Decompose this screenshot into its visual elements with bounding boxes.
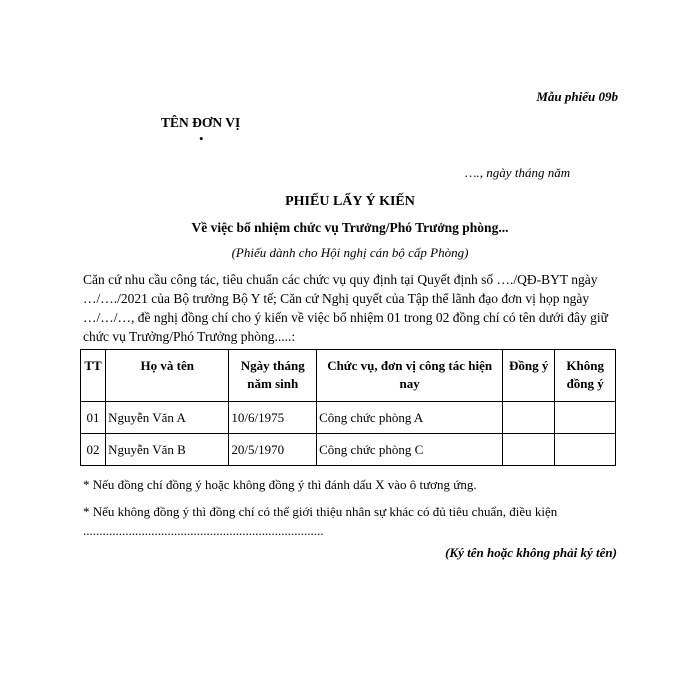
table-row — [81, 402, 616, 434]
header-agree: Đồng ý — [503, 350, 555, 402]
row-dob: 10/6/1975 — [229, 402, 317, 434]
agree-checkbox-cell[interactable] — [503, 402, 555, 434]
disagree-checkbox-cell[interactable] — [555, 434, 616, 466]
header-tt: TT — [81, 350, 106, 402]
footnote-alternative-nominee: * Nếu không đồng ý thì đồng chí có thể giới thiệu nhân sự khác có đủ tiêu chuẩn, điều kiện .......................................................................... — [83, 504, 558, 538]
unit-name: TÊN ĐƠN VỊ — [161, 115, 241, 130]
row-position: Công chức phòng A — [317, 402, 503, 434]
row-name: Nguyễn Văn B — [106, 434, 229, 466]
row-tt: 01 — [81, 402, 106, 434]
form-title: PHIẾU LẤY Ý KIẾN — [285, 194, 415, 209]
form-code: Mẫu phiếu 09b — [536, 89, 618, 104]
header-dob: Ngày tháng năm sinh — [229, 350, 317, 402]
row-name: Nguyễn Văn A — [106, 402, 229, 434]
agree-checkbox-cell[interactable] — [503, 434, 555, 466]
signature-note: (Ký tên hoặc không phải ký tên) — [445, 545, 617, 560]
date-line: …., ngày tháng năm — [465, 165, 571, 180]
row-dob: 20/5/1970 — [229, 434, 317, 466]
candidate-table — [80, 349, 616, 466]
form-subtitle: Về việc bổ nhiệm chức vụ Trưởng/Phó Trưởng phòng... — [191, 220, 509, 235]
body-paragraph — [83, 270, 623, 346]
header-position: Chức vụ, đơn vị công tác hiện nay — [317, 350, 503, 402]
body-paragraph-text: Căn cứ nhu cầu công tác, tiêu chuẩn các chức vụ quy định tại Quyết định số …./QĐ-BYT ngày …/…./2021 của Bộ trưởng Bộ Y tế; Căn cứ Nghị quyết của Tập thể lãnh đạo đơn vị họp ngày …/…/…, đề nghị đồng chí cho ý kiến về việc bổ nhiệm 01 trong 02 đồng chí có tên dưới đây giữ chức vụ Trưởng/Phó Trưởng phòng.....: — [83, 272, 608, 344]
header-name: Họ và tên — [106, 350, 229, 402]
row-position: Công chức phòng C — [317, 434, 503, 466]
form-audience-note: (Phiếu dành cho Hội nghị cán bộ cấp Phòng) — [231, 245, 469, 260]
disagree-checkbox-cell[interactable] — [555, 402, 616, 434]
table-header-row — [81, 350, 616, 402]
bullet-mark: • — [199, 131, 204, 146]
footnote-mark-instruction: * Nếu đồng chí đồng ý hoặc không đồng ý thì đánh dấu X vào ô tương ứng. — [83, 477, 477, 492]
table-row — [81, 434, 616, 466]
row-tt: 02 — [81, 434, 106, 466]
header-disagree: Không đồng ý — [555, 350, 616, 402]
